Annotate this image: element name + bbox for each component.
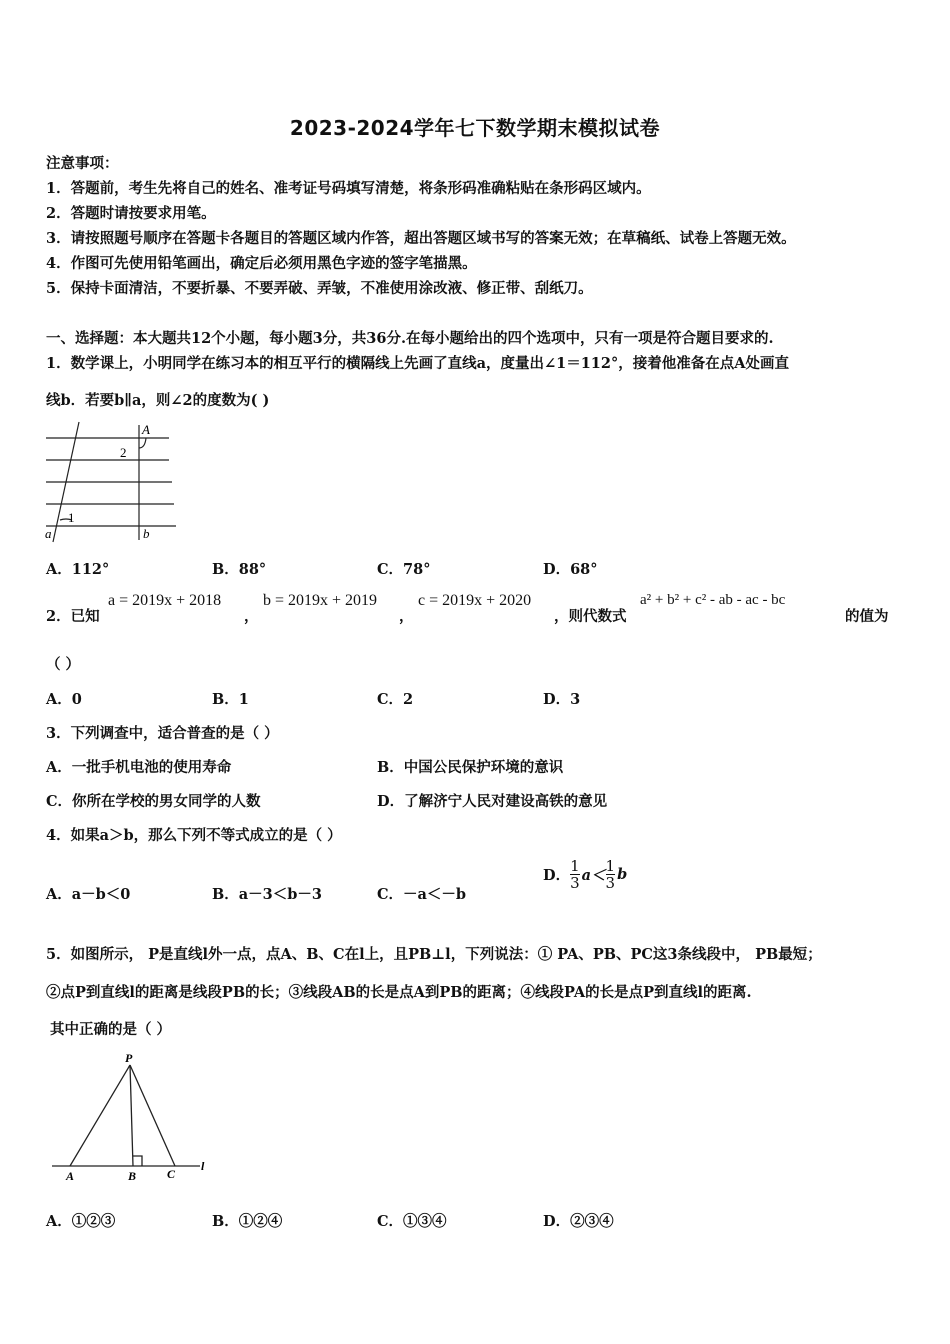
- q2-mid: ，则代数式: [554, 608, 627, 625]
- q4-option-b[interactable]: B．a－3＜b－3: [212, 886, 322, 903]
- notice-item: 4．作图可先使用铅笔画出，确定后必须用黑色字迹的签字笔描黑。: [46, 255, 477, 272]
- q3-option-b[interactable]: B．中国公民保护环境的意识: [377, 759, 564, 776]
- notice-item: 1．答题前，考生先将自己的姓名、准考证号码填写清楚，将条形码准确粘贴在条形码区域内。: [46, 180, 651, 197]
- q4-option-a[interactable]: A．a－b＜0: [46, 886, 131, 903]
- q1-option-d[interactable]: D．68°: [543, 561, 598, 578]
- notice-item: 5．保持卡面清洁，不要折暴、不要弄破、弄皱，不准使用涂改液、修正带、刮纸刀。: [46, 280, 593, 297]
- q4-option-d[interactable]: [543, 858, 627, 891]
- q1-option-c[interactable]: C．78°: [377, 561, 431, 578]
- q2-eq-a: a = 2019x + 2018: [108, 592, 222, 609]
- q1-stem-line1: 1．数学课上，小明同学在练习本的相互平行的横隔线上先画了直线a，度量出∠1＝112°，接着他准备在点A处画直: [46, 355, 789, 372]
- fraction-one-third: $\frac{1}{3}$: [570, 857, 580, 892]
- label-B: B: [128, 1169, 137, 1183]
- q5-figure: [50, 1050, 220, 1185]
- label-1: 1: [68, 510, 75, 525]
- notice-heading: 注意事项：: [46, 155, 119, 172]
- q2-option-a[interactable]: A．0: [46, 691, 82, 708]
- q1-figure: [44, 420, 184, 545]
- label-l: l: [201, 1159, 205, 1173]
- label-b: b: [143, 526, 150, 541]
- q4-option-c[interactable]: C．－a＜－b: [377, 886, 467, 903]
- segment-PC: [130, 1065, 175, 1166]
- q4-option-d-a: a＜: [581, 867, 606, 884]
- label-a: a: [45, 526, 52, 541]
- q5-stem-line2: ②点P到直线l的距离是线段PB的长；③线段AB的长是点A到PB的距离；④线段PA的长是点P到直线l的距离.: [46, 984, 752, 1001]
- q5-option-a[interactable]: A．①②③: [46, 1213, 116, 1230]
- q2-sep: ，: [399, 608, 414, 625]
- q2-option-d[interactable]: D．3: [543, 691, 581, 708]
- q2-prefix: 2．已知: [46, 608, 100, 625]
- page-title: 2023-2024学年七下数学期末模拟试卷: [289, 116, 661, 140]
- q1-stem-line2: 线b．若要b∥a，则∠2的度数为( ): [46, 392, 270, 409]
- label-A: A: [142, 422, 150, 437]
- label-2: 2: [120, 445, 127, 460]
- q4-option-d-b: b: [617, 866, 628, 883]
- notice-item: 3．请按照题号顺序在答题卡各题目的答题区域内作答，超出答题区域书写的答案无效；在草稿纸、试卷上答题无效。: [46, 230, 796, 247]
- right-angle-mark: [133, 1156, 142, 1166]
- q4-option-d-label: D．: [543, 867, 571, 884]
- q2-sep: ，: [244, 608, 259, 625]
- q3-option-c[interactable]: C．你所在学校的男女同学的人数: [46, 793, 261, 810]
- q2-eq-b: b = 2019x + 2019: [263, 592, 378, 609]
- q1-option-b[interactable]: B．88°: [212, 561, 267, 578]
- q2-eq-c: c = 2019x + 2020: [418, 592, 532, 609]
- q3-option-a[interactable]: A．一批手机电池的使用寿命: [46, 759, 232, 776]
- angle-2-arc: [139, 438, 146, 448]
- segment-PB: [130, 1065, 133, 1166]
- q5-stem-line3: 其中正确的是（ ）: [50, 1021, 172, 1038]
- q5-stem-line1: 5．如图所示， P是直线l外一点，点A、B、C在l上，且PB⊥l，下列说法：① PA、PB、PC这3条线段中， PB最短；: [46, 946, 822, 963]
- label-A: A: [66, 1169, 75, 1183]
- q2-option-b[interactable]: B．1: [212, 691, 249, 708]
- segment-PA: [70, 1065, 130, 1166]
- q2-expression: a² + b² + c² - ab - ac - bc: [640, 592, 786, 608]
- q2-paren: （ ）: [46, 656, 81, 673]
- q2-suffix: 的值为: [845, 608, 889, 625]
- q4-stem: 4．如果a＞b，那么下列不等式成立的是（ ）: [46, 827, 342, 844]
- q2-option-c[interactable]: C．2: [377, 691, 414, 708]
- q5-option-b[interactable]: B．①②④: [212, 1213, 283, 1230]
- q3-option-d[interactable]: D．了解济宁人民对建设高铁的意见: [377, 793, 608, 810]
- section-heading: 一、选择题：本大题共12个小题，每小题3分，共36分.在每小题给出的四个选项中，只有一项是符合题目要求的.: [46, 330, 774, 347]
- q5-option-d[interactable]: D．②③④: [543, 1213, 614, 1230]
- label-C: C: [167, 1167, 176, 1181]
- fraction-one-third: $\frac{1}{3}$: [605, 857, 616, 892]
- label-P: P: [125, 1051, 133, 1065]
- q1-option-a[interactable]: A．112°: [46, 561, 110, 578]
- q5-option-c[interactable]: C．①③④: [377, 1213, 447, 1230]
- notice-item: 2．答题时请按要求用笔。: [46, 205, 216, 222]
- q3-stem: 3．下列调查中，适合普查的是（ ）: [46, 725, 279, 742]
